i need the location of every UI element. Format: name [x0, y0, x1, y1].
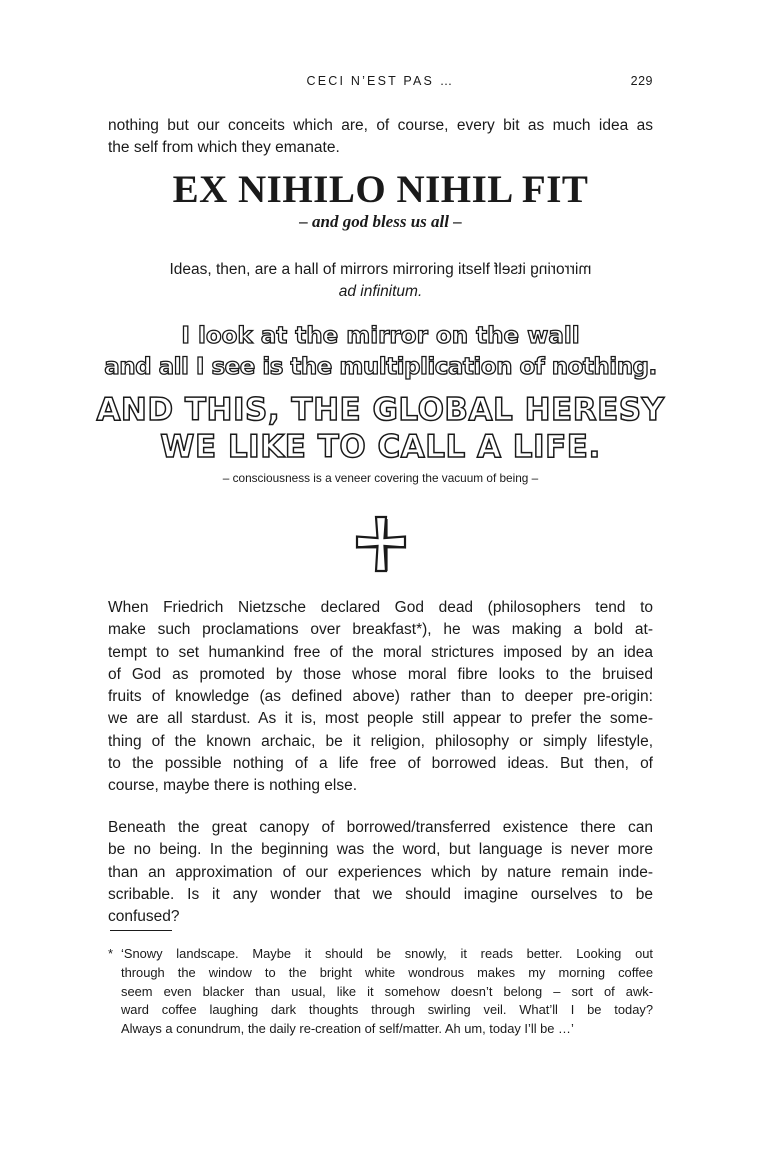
- text-line: Beneath the great canopy of borrowed/transferred existence there can: [108, 819, 653, 836]
- footnote-line: Always a conundrum, the daily re-creation of self/matter. Ah um, today I’ll be …’: [121, 1021, 574, 1037]
- text-line: than an approximation of our experiences which by nature remain inde-: [108, 863, 653, 881]
- text-line: confused?: [108, 908, 180, 926]
- opening-paragraph: [108, 115, 653, 160]
- mirrored-text: mirroring itself: [494, 261, 592, 278]
- headline-title: EX NIHILO NIHIL FIT: [172, 168, 589, 211]
- text-line: When Friedrich Nietzsche declared God dead (philosophers tend to: [108, 599, 653, 616]
- text-line: nothing but our conceits which are, of course, every bit as much idea as: [108, 117, 653, 134]
- outlined-verse-heading: WE LIKE TO CALL A LIFE.: [160, 429, 601, 465]
- outlined-verse-line: I look at the mirror on the wall: [181, 323, 580, 349]
- text-line: scribable. Is it any wonder that we should imagine ourselves to be: [108, 885, 653, 903]
- footnote-line: seem even blacker than usual, like it somehow doesn’t belong – sort of awk-: [121, 983, 653, 999]
- running-title: CECI N’EST PAS …: [306, 74, 455, 88]
- text-line: make such proclamations over breakfast*), he was making a bold at-: [108, 621, 653, 639]
- footnote-text: [121, 945, 653, 1039]
- outlined-verse-line: and all I see is the multiplication of nothing.: [104, 354, 657, 380]
- footnote-line: ‘Snowy landscape. Maybe it should be snowly, it reads better. Looking out: [121, 946, 653, 961]
- text-line: of God as promoted by those whose moral fibre looks to the bruised: [108, 665, 653, 683]
- text-line: thing of the known archaic, be it religion, philosophy or simply lifestyle,: [108, 732, 653, 750]
- footnote-divider: [110, 930, 172, 931]
- outlined-verse-heading: AND THIS, THE GLOBAL HERESY: [96, 392, 665, 428]
- text-line: tempt to set humankind free of the moral strictures imposed by an idea: [108, 643, 653, 661]
- text-line: course, maybe there is nothing else.: [108, 777, 357, 795]
- headline-subtitle: – and god bless us all –: [299, 212, 462, 231]
- nietzsche-paragraph: [108, 597, 653, 798]
- mirror-passage: [0, 259, 761, 281]
- canopy-paragraph: [108, 817, 653, 928]
- footnote-mark: *: [108, 946, 114, 961]
- text-line: fruits of knowledge (as defined above) rather than to deeper pre-origin:: [108, 688, 653, 706]
- text-line: to the possible nothing of a life free of borrowed ideas. But then, of: [108, 755, 653, 773]
- veneer-line: – consciousness is a veneer covering the vacuum of being –: [222, 471, 539, 485]
- running-head: [108, 74, 653, 94]
- text-line: be no being. In the beginning was the word, but language is never more: [108, 841, 653, 859]
- mirror-continuation: ad infinitum.: [338, 283, 423, 300]
- footnote-line: ward coffee laughing dark thoughts through swirling veil. What’ll I be today?: [121, 1002, 653, 1018]
- text-line: we are all stardust. As it is, most people still appear to prefer the some-: [108, 710, 653, 728]
- text-line: the self from which they emanate.: [108, 139, 340, 157]
- cross-ornament-icon: [352, 514, 410, 574]
- mirror-passage-text: Ideas, then, are a hall of mirrors mirroring itself: [169, 261, 490, 278]
- page-number: 229: [630, 74, 653, 88]
- footnote-line: through the window to the bright white wondrous makes my morning coffee: [121, 964, 653, 980]
